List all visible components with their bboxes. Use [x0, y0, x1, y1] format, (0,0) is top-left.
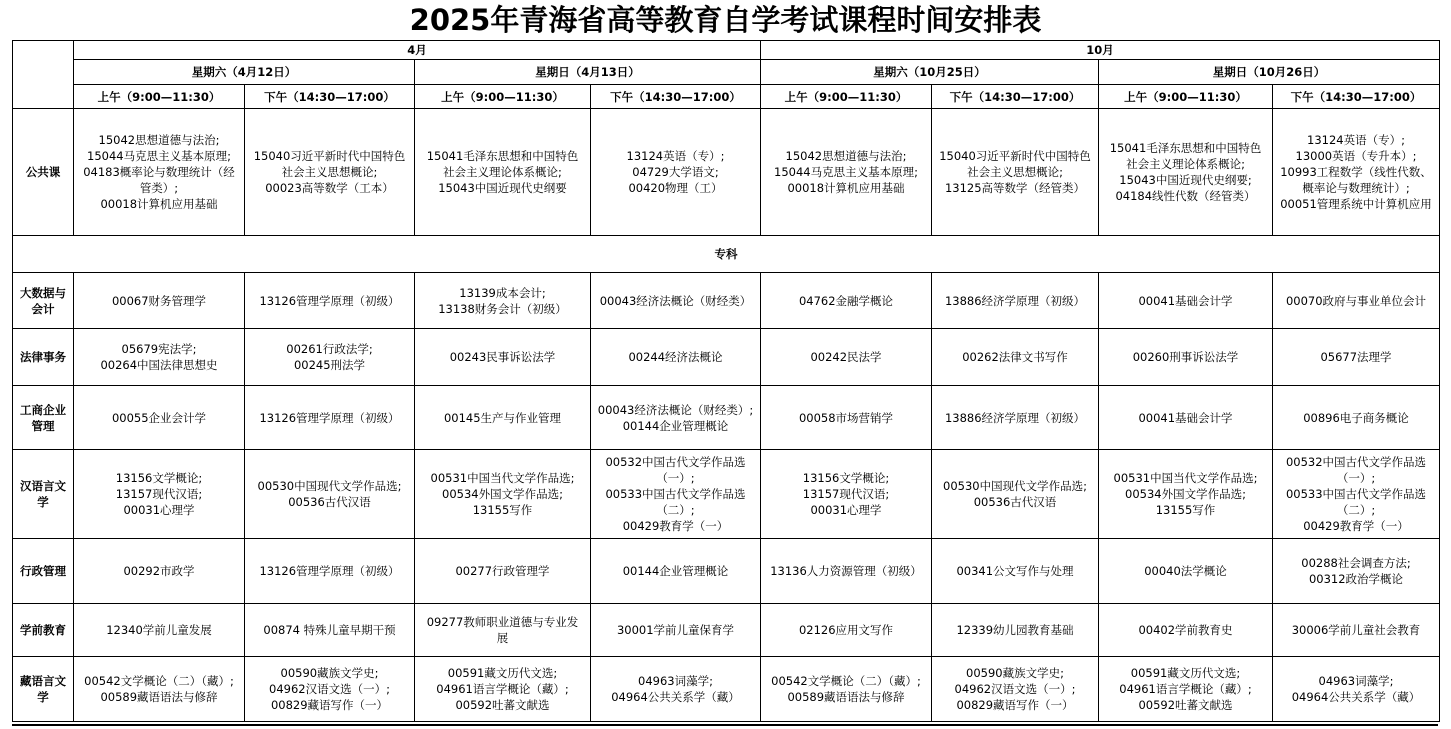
cell-text-line: 00532中国古代文学作品选	[605, 455, 746, 469]
cell-text-line: 13155写作	[472, 503, 533, 517]
cell-text-line: 00341公文写作与处理	[956, 564, 1074, 578]
session-header: 上午（9:00—11:30）	[74, 85, 245, 109]
cell-text-line: 00429教育学（一）	[1303, 519, 1409, 533]
session-header: 上午（9:00—11:30）	[761, 85, 932, 109]
cell-text-line: 00533中国古代文学作品选	[605, 487, 746, 501]
row-label	[13, 604, 74, 657]
cell-text-line: 00242民法学	[810, 350, 882, 364]
course-cell	[415, 539, 591, 604]
session-header-row	[13, 85, 1440, 109]
day-header: 星期六（4月12日）	[74, 60, 415, 85]
course-cell	[761, 539, 932, 604]
cell-text-line: 13126管理学原理（初级）	[259, 564, 400, 578]
cell-text-line: 15043中国近现代史纲要	[438, 181, 567, 195]
cell-text-line: 行政管理	[20, 564, 66, 578]
cell-text-line: 13126管理学原理（初级）	[259, 410, 400, 425]
cell-text-line: 15041毛泽东思想和中国特色	[1109, 141, 1262, 155]
course-cell	[245, 109, 415, 236]
section-label: 专科	[13, 236, 1440, 273]
cell-text-line: 00261行政法学;	[286, 342, 373, 356]
cell-text-line: 00542文学概论（二）（藏）;	[771, 674, 921, 688]
cell-text-line: 13126管理学原理（初级）	[259, 293, 400, 308]
cell-text-line: 00591藏文历代文选;	[447, 666, 558, 680]
cell-text-line: 00018计算机应用基础	[787, 181, 905, 195]
cell-text-line: 04762金融学概论	[798, 293, 894, 308]
cell-text-line: 13124英语（专）;	[1307, 133, 1405, 147]
course-cell	[1273, 450, 1440, 539]
cell-text-line: 00023高等数学（工本）	[265, 181, 394, 195]
cell-text-line: 13138财务会计（初级）	[438, 301, 567, 316]
day-header: 星期六（10月25日）	[761, 60, 1099, 85]
course-cell	[1099, 109, 1273, 236]
cell-text-line: 00420物理（工）	[628, 181, 723, 195]
cell-text-line: 13139成本会计;	[459, 285, 546, 300]
section-row	[13, 236, 1440, 273]
cell-text-line: 藏语言文	[20, 674, 66, 688]
row-label	[13, 450, 74, 539]
course-cell	[415, 109, 591, 236]
course-cell	[1099, 604, 1273, 657]
course-cell	[74, 109, 245, 236]
exam-schedule-table	[12, 40, 1440, 722]
cell-text-line: 00292市政学	[123, 564, 195, 578]
course-cell	[74, 657, 245, 722]
course-cell	[1099, 329, 1273, 386]
cell-text-line: 00144企业管理概论	[622, 564, 729, 578]
cell-text-line: 学	[37, 690, 49, 704]
cell-text-line: 04183概率论与数理统计（经	[83, 165, 235, 179]
day-header: 星期日（10月26日）	[1099, 60, 1440, 85]
course-cell	[591, 657, 761, 722]
cell-text-line: 学	[37, 495, 49, 509]
cell-text-line: 00591藏文历代文选;	[1130, 666, 1241, 680]
course-cell	[74, 329, 245, 386]
major-row	[13, 604, 1440, 657]
cell-text-line: 00532中国古代文学作品选	[1285, 455, 1427, 469]
course-cell	[1273, 273, 1440, 329]
course-cell	[245, 657, 415, 722]
cell-text-line: 04963词藻学;	[638, 674, 713, 688]
cell-text-line: 00145生产与作业管理	[443, 410, 562, 425]
cell-text-line: 00043经济法概论（财经类）;	[597, 402, 754, 417]
cell-text-line: 管类）;	[139, 181, 179, 195]
cell-text-line: （一）;	[656, 471, 695, 485]
row-label	[13, 329, 74, 386]
course-cell	[932, 109, 1099, 236]
major-row	[13, 329, 1440, 386]
course-cell	[245, 273, 415, 329]
cell-text-line: 04962汉语文选（一）;	[269, 682, 390, 696]
cell-text-line: 15041毛泽东思想和中国特色	[426, 149, 579, 163]
cell-text-line: 13125高等数学（经管类）	[944, 181, 1086, 195]
cell-text-line: 00533中国古代文学作品选	[1285, 487, 1427, 501]
cell-text-line: 15042思想道德与法治;	[98, 133, 220, 147]
cell-text-line: 社会主义理论体系概论;	[1126, 157, 1245, 171]
cell-text-line: 00041基础会计学	[1138, 410, 1233, 425]
course-cell	[761, 604, 932, 657]
cell-text-line: 30006学前儿童社会教育	[1291, 623, 1421, 637]
course-cell	[415, 604, 591, 657]
cell-text-line: 09277教师职业道德与专业发	[426, 615, 579, 629]
public-course-row	[13, 109, 1440, 236]
cell-text-line: 00896电子商务概论	[1303, 410, 1409, 425]
cell-text-line: 00040法学概论	[1144, 564, 1227, 578]
course-cell	[591, 450, 761, 539]
cell-text-line: 13157现代汉语;	[115, 487, 203, 501]
course-cell	[1273, 329, 1440, 386]
course-cell	[415, 329, 591, 386]
cell-text-line: 00536古代汉语	[288, 495, 371, 509]
cell-text-line: 管理	[31, 418, 55, 433]
course-cell	[761, 657, 932, 722]
course-cell	[1099, 450, 1273, 539]
course-cell	[74, 386, 245, 450]
major-row	[13, 386, 1440, 450]
cell-text-line: 学前教育	[20, 623, 66, 637]
cell-text-line: 00531中国当代文学作品选;	[430, 471, 575, 485]
cell-text-line: 00070政府与事业单位会计	[1285, 293, 1427, 308]
cell-text-line: 概率论与数理统计）;	[1302, 181, 1410, 195]
session-header: 上午（9:00—11:30）	[415, 85, 591, 109]
month-header-row	[13, 41, 1440, 60]
month-header: 10月	[761, 41, 1440, 60]
cell-text-line: 00589藏语语法与修辞	[100, 690, 218, 704]
cell-text-line: 12339幼儿园教育基础	[956, 623, 1074, 637]
cell-text-line: 13000英语（专升本）;	[1295, 149, 1417, 163]
session-header: 下午（14:30—17:00）	[932, 85, 1099, 109]
cell-text-line: 法律事务	[20, 350, 66, 364]
cell-text-line: 15044马克思主义基本原理;	[774, 165, 918, 179]
cell-text-line: 04729大学语文;	[632, 165, 719, 179]
course-cell	[1099, 273, 1273, 329]
course-cell	[245, 386, 415, 450]
course-cell	[245, 539, 415, 604]
day-header-row	[13, 60, 1440, 85]
row-label	[13, 386, 74, 450]
cell-text-line: 13136人力资源管理（初级）	[770, 564, 922, 578]
month-header: 4月	[74, 41, 761, 60]
cell-text-line: 05679宪法学;	[121, 342, 197, 356]
cell-text-line: 00264中国法律思想史	[100, 358, 218, 372]
cell-text-line: 04963词藻学;	[1318, 674, 1394, 688]
course-cell	[1273, 109, 1440, 236]
cell-text-line: 04961语言学概论（藏）;	[1119, 682, 1252, 696]
course-cell	[415, 450, 591, 539]
cell-text-line: 00043经济法概论（财经类）	[599, 293, 752, 308]
cell-text-line: 00244经济法概论	[628, 350, 723, 364]
course-cell	[245, 604, 415, 657]
cell-text-line: 00312政治学概论	[1308, 572, 1404, 586]
course-cell	[761, 273, 932, 329]
cell-text-line: 15043中国近现代史纲要;	[1119, 173, 1252, 187]
course-cell	[415, 386, 591, 450]
course-cell	[591, 604, 761, 657]
course-cell	[932, 450, 1099, 539]
cell-text-line: 15042思想道德与法治;	[785, 149, 907, 163]
course-cell	[1099, 657, 1273, 722]
cell-text-line: 00055企业会计学	[111, 410, 207, 425]
course-cell	[591, 273, 761, 329]
cell-text-line: （二）;	[1336, 503, 1376, 517]
cell-text-line: 15040习近平新时代中国特色	[939, 149, 1091, 163]
session-header: 下午（14:30—17:00）	[245, 85, 415, 109]
cell-text-line: 00592吐蕃文献选	[455, 698, 550, 712]
cell-text-line: 04184线性代数（经管类）	[1115, 189, 1256, 203]
row-label	[13, 273, 74, 329]
cell-text-line: 04964公共关系学（藏）	[1291, 690, 1421, 704]
cell-text-line: 30001学前儿童保育学	[616, 623, 735, 637]
course-cell	[932, 657, 1099, 722]
cell-text-line: 00590藏族文学史;	[280, 666, 379, 680]
row-label	[13, 539, 74, 604]
cell-text-line: 00534外国文学作品选;	[442, 487, 563, 501]
cell-text-line: 00031心理学	[123, 503, 195, 517]
cell-text-line: 00402学前教育史	[1138, 623, 1233, 637]
course-cell	[591, 329, 761, 386]
cell-text-line: 00041基础会计学	[1138, 293, 1233, 308]
major-row	[13, 539, 1440, 604]
cell-text-line: 00534外国文学作品选;	[1125, 487, 1246, 501]
course-cell	[932, 273, 1099, 329]
row-label: 公共课	[13, 109, 74, 236]
course-cell	[932, 386, 1099, 450]
course-cell	[761, 450, 932, 539]
corner-cell	[13, 41, 74, 109]
course-cell	[1273, 657, 1440, 722]
course-cell	[415, 657, 591, 722]
cell-text-line: 12340学前儿童发展	[106, 623, 212, 637]
course-cell	[1273, 539, 1440, 604]
cell-text-line: 00530中国现代文学作品选;	[943, 479, 1087, 493]
day-header: 星期日（4月13日）	[415, 60, 761, 85]
course-cell	[932, 539, 1099, 604]
cell-text-line: 00531中国当代文学作品选;	[1113, 471, 1258, 485]
course-cell	[591, 109, 761, 236]
course-cell	[761, 329, 932, 386]
course-cell	[591, 386, 761, 450]
course-cell	[1099, 539, 1273, 604]
cell-text-line: 00874 特殊儿童早期干预	[263, 623, 396, 637]
major-row	[13, 657, 1440, 722]
row-label	[13, 657, 74, 722]
cell-text-line: 15040习近平新时代中国特色	[253, 149, 406, 163]
major-row	[13, 450, 1440, 539]
cell-text-line: 02126应用文写作	[798, 623, 894, 637]
course-cell	[932, 604, 1099, 657]
course-cell	[74, 604, 245, 657]
cell-text-line: 00829藏语写作（一）	[270, 698, 389, 712]
cell-text-line: 04962汉语文选（一）;	[954, 682, 1076, 696]
cell-text-line: 13886经济学原理（初级）	[944, 293, 1086, 308]
cell-text-line: 00031心理学	[810, 503, 882, 517]
cell-text-line: 展	[496, 631, 509, 645]
cell-text-line: 大数据与	[20, 285, 66, 300]
course-cell	[591, 539, 761, 604]
course-cell	[1273, 386, 1440, 450]
course-cell	[1273, 604, 1440, 657]
cell-text-line: 00058市场营销学	[798, 410, 894, 425]
course-cell	[415, 273, 591, 329]
cell-text-line: 00144企业管理概论	[622, 418, 729, 433]
cell-text-line: 社会主义理论体系概论;	[443, 165, 562, 179]
cell-text-line: 00589藏语语法与修辞	[787, 690, 905, 704]
session-header: 上午（9:00—11:30）	[1099, 85, 1273, 109]
course-cell	[245, 329, 415, 386]
cell-text-line: 05677法理学	[1320, 350, 1392, 364]
cell-text-line: （二）;	[656, 503, 695, 517]
course-cell	[74, 539, 245, 604]
cell-text-line: 00542文学概论（二）（藏）;	[84, 674, 234, 688]
session-header: 下午（14:30—17:00）	[591, 85, 761, 109]
course-cell	[1099, 386, 1273, 450]
cell-text-line: 会计	[31, 301, 55, 316]
cell-text-line: 00288社会调查方法;	[1301, 556, 1411, 570]
cell-text-line: 13157现代汉语;	[802, 487, 890, 501]
bottom-border	[12, 724, 1438, 726]
cell-text-line: （一）;	[1336, 471, 1376, 485]
cell-text-line: 13156文学概论;	[115, 471, 203, 485]
cell-text-line: 00592吐蕃文献选	[1138, 698, 1233, 712]
cell-text-line: 工商企业	[20, 402, 66, 417]
cell-text-line: 汉语言文	[20, 479, 66, 493]
cell-text-line: 00590藏族文学史;	[966, 666, 1064, 680]
cell-text-line: 04964公共关系学（藏）	[611, 690, 740, 704]
cell-text-line: 13156文学概论;	[802, 471, 890, 485]
course-cell	[761, 109, 932, 236]
cell-text-line: 00018计算机应用基础	[100, 197, 218, 211]
session-header: 下午（14:30—17:00）	[1273, 85, 1440, 109]
cell-text-line: 00243民事诉讼法学	[449, 350, 556, 364]
course-cell	[74, 273, 245, 329]
cell-text-line: 00245刑法学	[293, 358, 366, 372]
cell-text-line: 社会主义思想概论;	[281, 165, 378, 179]
cell-text-line: 00530中国现代文学作品选;	[257, 479, 402, 493]
cell-text-line: 04961语言学概论（藏）;	[436, 682, 569, 696]
cell-text-line: 13124英语（专）;	[626, 149, 725, 163]
cell-text-line: 00829藏语写作（一）	[956, 698, 1074, 712]
course-cell	[245, 450, 415, 539]
cell-text-line: 00429教育学（一）	[622, 519, 729, 533]
cell-text-line: 00277行政管理学	[455, 564, 550, 578]
cell-text-line: 00262法律文书写作	[962, 350, 1068, 364]
cell-text-line: 10993工程数学（线性代数、	[1280, 165, 1432, 179]
cell-text-line: 00260刑事诉讼法学	[1132, 350, 1239, 364]
cell-text-line: 社会主义思想概论;	[967, 165, 1063, 179]
major-row	[13, 273, 1440, 329]
course-cell	[932, 329, 1099, 386]
cell-text-line: 00051管理系统中计算机应用	[1280, 197, 1432, 211]
cell-text-line: 00536古代汉语	[973, 495, 1057, 509]
cell-text-line: 00067财务管理学	[111, 293, 207, 308]
cell-text-line: 15044马克思主义基本原理;	[87, 149, 231, 163]
cell-text-line: 13886经济学原理（初级）	[944, 410, 1086, 425]
cell-text-line: 13155写作	[1155, 503, 1216, 517]
page-title: 2025年青海省高等教育自学考试课程时间安排表	[409, 3, 1042, 37]
course-cell	[761, 386, 932, 450]
course-cell	[74, 450, 245, 539]
